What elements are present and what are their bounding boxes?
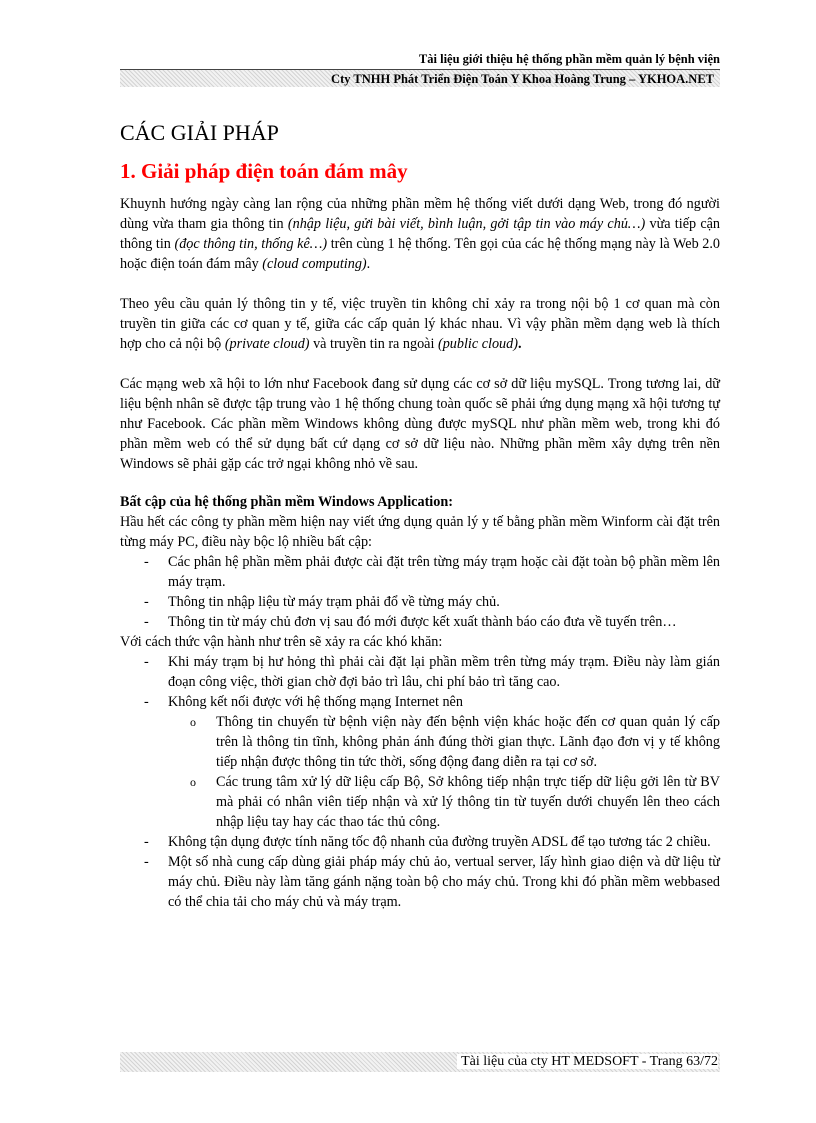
para1-italic-1: (nhập liệu, gửi bài viết, bình luận, gởi tập tin vào máy chủ…) xyxy=(287,216,646,232)
para2-text-3: . xyxy=(517,336,522,352)
list-item: - Khi máy trạm bị hư hỏng thì phải cài đặt lại phần mềm trên từng máy trạm. Điều này làm gián đoạn công việc, thời gian chờ đợi bảo trì lâu, chi phí bảo trì tăng cao. xyxy=(168,652,720,692)
issues-list xyxy=(120,552,720,632)
subheading-windows-issues: Bất cập của hệ thống phần mềm Windows Application: xyxy=(120,494,453,510)
para1-italic-3: (cloud computing) xyxy=(262,256,367,272)
paragraph-3: Các mạng web xã hội to lớn như Facebook đang sử dụng các cơ sở dữ liệu mySQL. Trong tương lai, dữ liệu bệnh nhân sẽ được tập trung vào 1 hệ thống chung toàn quốc sẽ phải ứng dụng mạng xã hội tương tự như Facebook. Các phần mềm Windows không dùng được mySQL như phần mềm web, trong khi đó phần mềm web có thể sử dụng bất cứ dạng cơ sở dữ liệu nào. Những phần mềm xây dựng trên nền Windows sẽ phải gặp các trở ngại không nhỏ về sau. xyxy=(120,376,720,472)
page-body xyxy=(120,118,720,912)
list-item: - Thông tin từ máy chủ đơn vị sau đó mới được kết xuất thành báo cáo đưa về tuyến trên… xyxy=(168,612,720,632)
para1-text-4: . xyxy=(366,256,371,272)
intro-2: Với cách thức vận hành như trên sẽ xảy ra các khó khăn: xyxy=(120,634,443,650)
para2-text-1: Theo yêu cầu quản lý thông tin y tế, việc truyền tin không chỉ xảy ra trong nội bộ 1 cơ quan mà còn truyền tin giữa các cơ quan y tế, giữa các cấp quản lý khác nhau. Vì vậy phần mềm dạng web là thích hợp cho cả nội bộ xyxy=(120,296,720,352)
header-company: Cty TNHH Phát Triển Điện Toán Y Khoa Hoàng Trung – YKHOA.NET xyxy=(120,69,720,87)
footer-text: Tài liệu của cty HT MEDSOFT - Trang 63/72 xyxy=(457,1054,718,1069)
list-item: - Một số nhà cung cấp dùng giải pháp máy chủ ảo, vertual server, lấy hình giao diện và dữ liệu từ máy chủ. Điều này làm tăng gánh nặng toàn bộ cho máy chủ. Trong khi đó phần mềm webbased có thể chia tải cho máy chủ và máy trạm. xyxy=(168,852,720,912)
section-title: CÁC GIẢI PHÁP xyxy=(120,120,279,145)
para2-text-2: và truyền tin ra ngoài xyxy=(309,336,438,352)
sub-list-item: o Thông tin chuyển từ bệnh viện này đến bệnh viện khác hoặc đến cơ quan quản lý cấp trên là thông tin tĩnh, không phản ánh đúng thời gian thực. Lãnh đạo đơn vị y tế không tiếp nhận được thông tin tức thời, sống động đang diễn ra tại cơ sở. xyxy=(216,712,720,772)
para2-italic-1: (private cloud) xyxy=(224,336,310,352)
paragraph-1 xyxy=(120,194,720,274)
para1-text-2: vừa tiếp cận thông tin xyxy=(120,216,721,252)
para2-italic-2: (public cloud) xyxy=(437,336,518,352)
footer xyxy=(120,1052,720,1072)
sub-list-item: o Các trung tâm xử lý dữ liệu cấp Bộ, Sở không tiếp nhận trực tiếp dữ liệu gởi lên từ BV mà phải có nhân viên tiếp nhận và xử lý thông tin từ tuyến dưới chuyển lên theo cách nhập liệu tay hay các thao tác thủ công. xyxy=(216,772,720,832)
paragraph-2 xyxy=(120,294,720,354)
para1-text-3: trên cùng 1 hệ thống. Tên gọi của các hệ thống mạng này là Web 2.0 hoặc điện toán đám mây xyxy=(120,236,720,272)
list-item: - Thông tin nhập liệu từ máy trạm phải đổ về từng máy chủ. xyxy=(168,592,720,612)
para1-text-1: Khuynh hướng ngày càng lan rộng của những phần mềm hệ thống viết dưới dạng Web, trong đó người dùng vừa tham gia thông tin xyxy=(120,196,720,232)
list-item: - Các phân hệ phần mềm phải được cài đặt trên từng máy trạm hoặc cài đặt toàn bộ phần mềm lên máy trạm. xyxy=(168,552,720,592)
para1-italic-2: (đọc thông tin, thống kê…) xyxy=(174,236,328,252)
header-doc-title: Tài liệu giới thiệu hệ thống phần mềm quản lý bệnh viện xyxy=(418,52,720,66)
list-item: - Không tận dụng được tính năng tốc độ nhanh của đường truyền ADSL để tạo tương tác 2 chiều. xyxy=(168,832,720,852)
list-item xyxy=(168,692,720,832)
list-item-text: Không kết nối được với hệ thống mạng Internet nên xyxy=(168,694,463,710)
heading-cloud-solution: 1. Giải pháp điện toán đám mây xyxy=(120,159,408,183)
intro-1: Hầu hết các công ty phần mềm hiện nay viết ứng dụng quản lý y tế bằng phần mềm Winform cài đặt trên từng máy PC, điều này bộc lộ nhiều bất cập: xyxy=(120,514,720,550)
sub-list xyxy=(168,712,720,832)
difficulties-list xyxy=(120,652,720,912)
